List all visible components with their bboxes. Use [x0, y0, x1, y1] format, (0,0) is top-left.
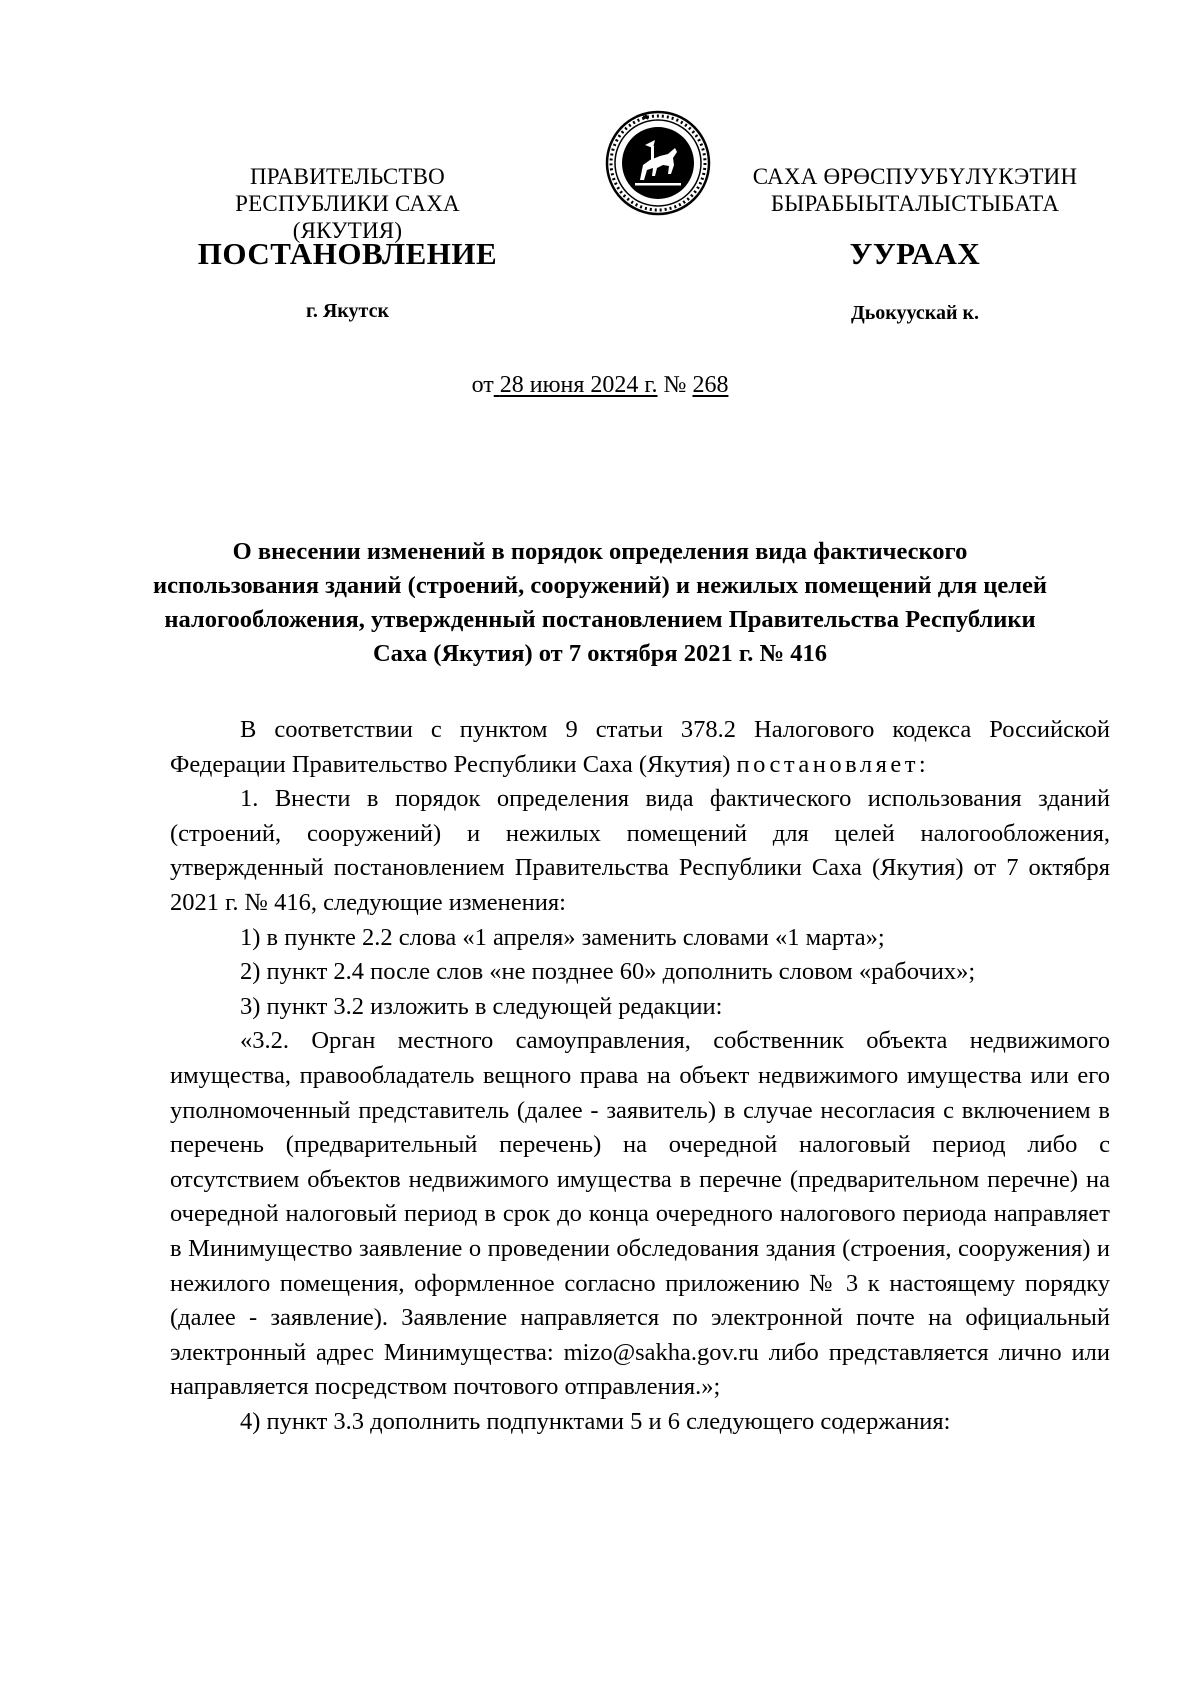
- coat-of-arms-icon: [605, 110, 711, 216]
- subitem-2-paragraph: 2) пункт 2.4 после слов «не позднее 60» дополнить словом «рабочих»;: [240, 958, 976, 986]
- government-name-ru-line2: РЕСПУБЛИКИ САХА (ЯКУТИЯ): [235, 191, 460, 243]
- subitem-3-paragraph: 3) пункт 3.2 изложить в следующей редакции:: [240, 992, 723, 1020]
- government-name-ru-line1: ПРАВИТЕЛЬСТВО: [250, 164, 445, 189]
- date-line: [0, 372, 1200, 399]
- subitem-4-paragraph: 4) пункт 3.3 дополнить подпунктами 5 и 6 следующего содержания:: [240, 1407, 951, 1435]
- government-name-sah-line2: БЫРАБЫЫТАЛЫСТЫБАТА: [770, 191, 1060, 216]
- quoted-clause-3-2: «3.2. Орган местного самоуправления, собственник объекта недвижимого имущества, правообладатель вещного права на объект недвижимого имущества или его уполномоченный представитель (далее - заявитель) в случае несогласия с включением в перечень (предварительный перечень) на очередной налоговый период либо с отсутствием объектов недвижимого имущества в перечне (предварительном перечне) на очередной налоговый период в срок до конца очередного налогового периода направляет в Минимущество заявление о проведении обследования здания (строения, сооружения) и нежилого помещения, оформленное согласно приложению № 3 к настоящему порядку (далее - заявление). Заявление направляется по электронной почте на официальный электронный адрес Минимущества: mizo@sakha.gov.ru либо представляется лично или направляется посредством почтового отправления.»;: [170, 1027, 1110, 1401]
- date-value: 28 июня 2024 г.: [499, 372, 658, 398]
- title-sah: УУРААХ: [849, 236, 981, 271]
- government-name-sah-line1: САХА ӨРӨСПУУБҮЛҮКЭТИН: [752, 164, 1078, 189]
- header-right: [745, 163, 1085, 217]
- header-left: [180, 163, 515, 244]
- document-subject: О внесении изменений в порядок определения вида фактического использования зданий (строений, сооружений) и нежилых помещений для целей налогообложения, утвержденный постановлением Правительства Республики Саха (Якутия) от 7 октября 2021 г. № 416: [152, 538, 1048, 667]
- number-sign: №: [663, 372, 687, 398]
- preamble-paragraph: В соответствии с пунктом 9 статьи 378.2 Налогового кодекса Российской Федерации Правительство Республики Саха (Якутия) постановляет:: [170, 716, 1110, 778]
- city-sah: Дьокуускай к.: [850, 302, 980, 324]
- date-prefix: от: [471, 372, 494, 398]
- decides-word: постановляет:: [736, 750, 930, 778]
- subitem-1-paragraph: 1) в пункте 2.2 слова «1 апреля» заменить словами «1 марта»;: [240, 923, 885, 951]
- city-ru: г. Якутск: [306, 300, 389, 322]
- title-ru: ПОСТАНОВЛЕНИЕ: [197, 236, 498, 271]
- item-1-paragraph: 1. Внести в порядок определения вида фактического использования зданий (строений, сооружений) и нежилых помещений для целей налогообложения, утвержденный постановлением Правительства Республики Саха (Якутия) от 7 октября 2021 г. № 416, следующие изменения:: [170, 785, 1110, 916]
- document-number: 268: [692, 372, 729, 398]
- document-body: [170, 713, 1110, 1439]
